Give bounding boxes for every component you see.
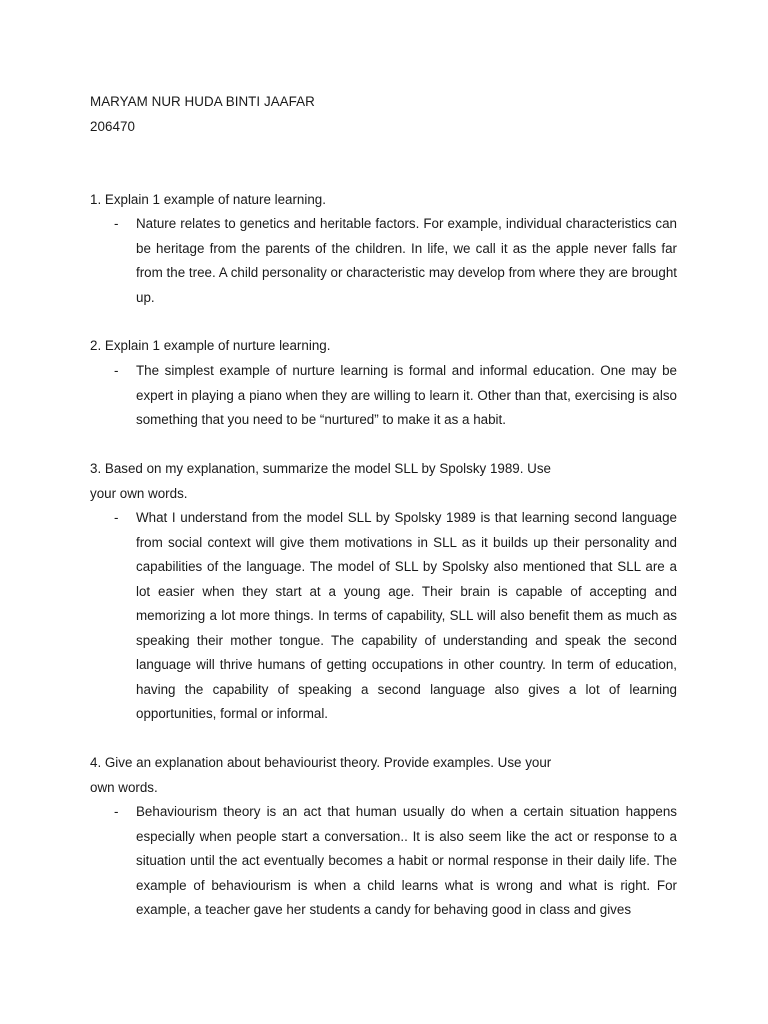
answer-text: Nature relates to genetics and heritable factors. For example, individual characteristics can be heritage from the parents of the children. In life, we call it as the apple never falls far from the tree. A child personality or characteristic may develop from where they are brought up.	[136, 216, 677, 305]
question-line: 1. Explain 1 example of nature learning.	[90, 192, 326, 207]
question-2	[90, 334, 330, 359]
question-line: own words.	[90, 779, 158, 795]
bullet-dash: -	[114, 216, 119, 231]
question-line: your own words.	[90, 485, 188, 501]
question-3	[90, 457, 551, 506]
question-line: 3. Based on my explanation, summarize the model SLL by Spolsky 1989. Use	[90, 461, 551, 476]
student-name: MARYAM NUR HUDA BINTI JAAFAR	[90, 94, 315, 109]
question-line: 2. Explain 1 example of nurture learning.	[90, 338, 331, 353]
answer-4	[114, 800, 677, 923]
question-4	[90, 751, 551, 800]
student-id: 206470	[90, 118, 135, 134]
bullet-dash: -	[114, 363, 119, 378]
answer-text: The simplest example of nurture learning is formal and informal education. One may be expert in playing a piano when they are willing to learn it. Other than that, exercising is also something that you need to be “nurtured” to make it as a habit.	[136, 363, 677, 427]
answer-text: What I understand from the model SLL by Spolsky 1989 is that learning second language from social context will give them motivations in SLL as it builds up their personality and capabilities of the language. The model of SLL by Spolsky also mentioned that SLL are a lot easier when they start at a young age. Their brain is capable of accepting and memorizing a lot more things. In terms of capability, SLL will also benefit them as much as speaking their mother tongue. The capability of understanding and speak the second language will thrive humans of getting occupations in other country. In term of education, having the capability of speaking a second language also gives a lot of learning opportunities, formal or informal.	[136, 510, 677, 721]
answer-1	[114, 212, 677, 310]
answer-3	[114, 506, 677, 727]
bullet-dash: -	[114, 804, 119, 819]
question-1	[90, 188, 326, 213]
bullet-dash: -	[114, 510, 119, 525]
answer-2	[114, 359, 677, 433]
answer-text: Behaviourism theory is an act that human usually do when a certain situation happens especially when people start a conversation.. It is also seem like the act or response to a situation until the act eventually becomes a habit or normal response in their daily life. The example of behaviourism is when a child learns what is wrong and what is right. For example, a teacher gave her students a candy for behaving good in class and gives	[136, 804, 677, 917]
document-header	[90, 90, 315, 139]
question-line: 4. Give an explanation about behaviourist theory. Provide examples. Use your	[90, 755, 552, 770]
